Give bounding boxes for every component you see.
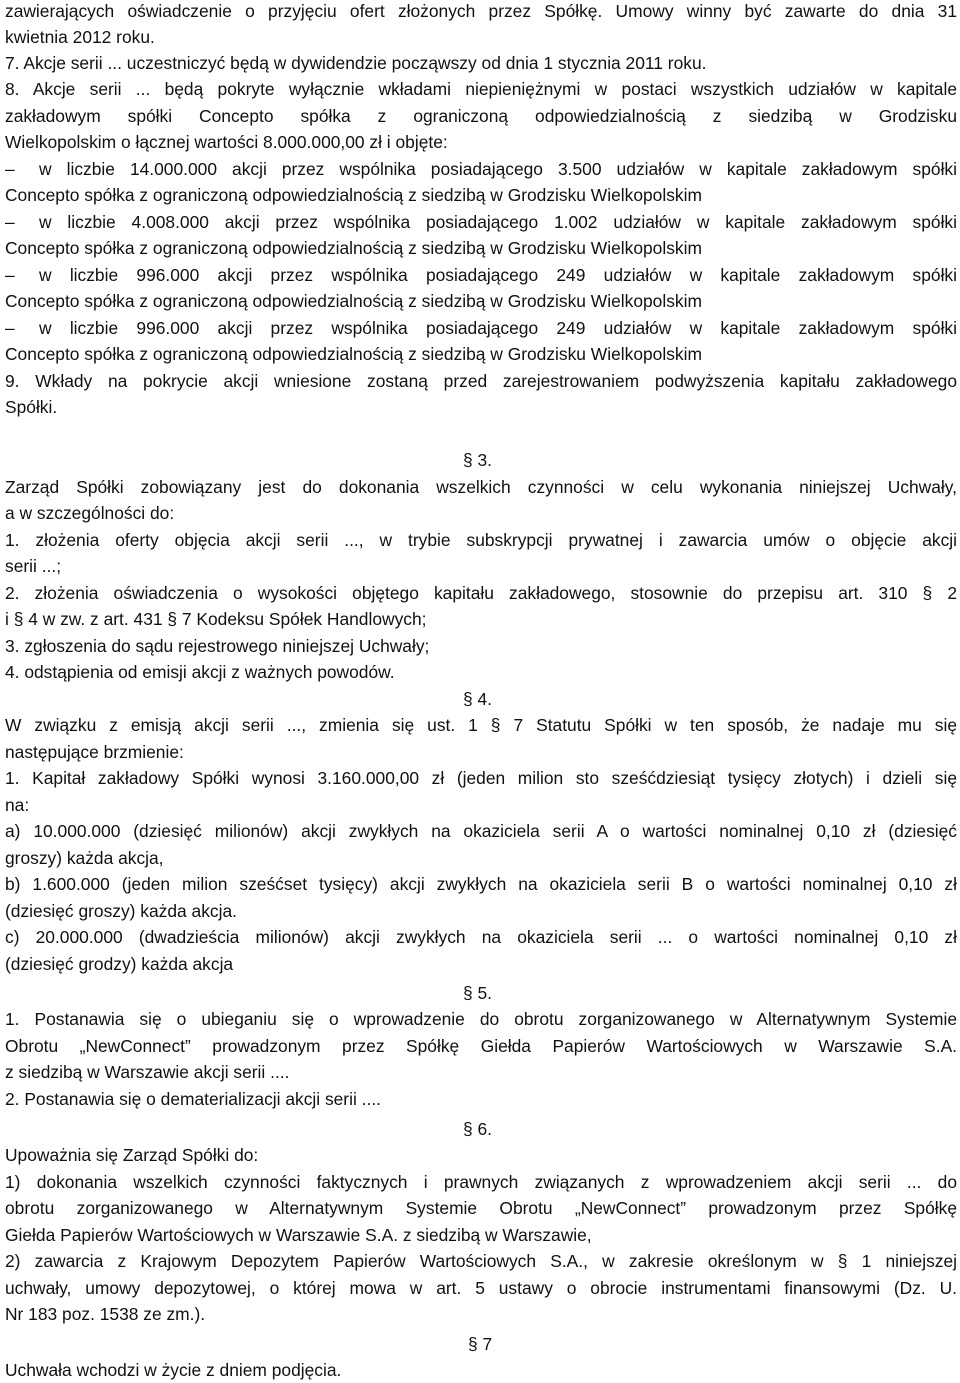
text-line: Spółki. bbox=[5, 397, 58, 417]
text-line: Concepto spółka z ograniczoną odpowiedzialnością z siedzibą w Grodzisku Wielkopolskim bbox=[5, 344, 702, 364]
dash-bullet: – bbox=[5, 159, 15, 179]
text-line: i § 4 w zw. z art. 431 § 7 Kodeksu Spółek Handlowych; bbox=[5, 609, 427, 629]
text-line: Concepto spółka z ograniczoną odpowiedzialnością z siedzibą w Grodzisku Wielkopolskim bbox=[5, 238, 702, 258]
text-line: z siedzibą w Warszawie akcji serii .... bbox=[5, 1062, 290, 1082]
list-item bbox=[5, 315, 957, 341]
text-line: Upoważnia się Zarząd Spółki do: bbox=[5, 1145, 259, 1165]
list-item-text: w liczbie 996.000 akcji przez wspólnika posiadającego 249 udziałów w kapitale zakładowym spółki bbox=[39, 318, 957, 338]
text-line: 9. Wkłady na pokrycie akcji wniesione zostaną przed zarejestrowaniem podwyższenia kapitału zakładowego bbox=[5, 371, 957, 391]
text-line: 4. odstąpienia od emisji akcji z ważnych powodów. bbox=[5, 662, 395, 682]
text-line: zakładowym spółki Concepto spółka z ograniczoną odpowiedzialnością z siedzibą w Grodzisku bbox=[5, 106, 957, 126]
text-line: Wielkopolskim o łącznej wartości 8.000.000,00 zł i objęte: bbox=[5, 132, 448, 152]
text-line: c) 20.000.000 (dwadzieścia milionów) akcji zwykłych na okaziciela serii ... o wartości nominalnej 0,10 zł bbox=[5, 927, 957, 947]
list-item-text: w liczbie 4.008.000 akcji przez wspólnika posiadającego 1.002 udziałów w kapitale zakładowym spółki bbox=[39, 212, 957, 232]
list-item-text: w liczbie 996.000 akcji przez wspólnika posiadającego 249 udziałów w kapitale zakładowym spółki bbox=[39, 265, 957, 285]
text-line: kwietnia 2012 roku. bbox=[5, 27, 155, 47]
text-line: Zarząd Spółki zobowiązany jest do dokonania wszelkich czynności w celu wykonania niniejszej Uchwały, bbox=[5, 477, 957, 497]
text-line: 1. Postanawia się o ubieganiu się o wprowadzenie do obrotu zorganizowanego w Alternatywnym Systemie bbox=[5, 1009, 957, 1029]
text-line: Concepto spółka z ograniczoną odpowiedzialnością z siedzibą w Grodzisku Wielkopolskim bbox=[5, 291, 702, 311]
text-line: następujące brzmienie: bbox=[5, 742, 184, 762]
dash-bullet: – bbox=[5, 212, 15, 232]
text-line: 2) zawarcia z Krajowym Depozytem Papierów Wartościowych S.A., w zakresie określonym w § 1 niniejszej bbox=[5, 1251, 957, 1271]
text-line: 1. Kapitał zakładowy Spółki wynosi 3.160.000,00 zł (jeden milion sto sześćdziesiąt tysięcy złotych) i dzieli się bbox=[5, 768, 957, 788]
text-line: Concepto spółka z ograniczoną odpowiedzialnością z siedzibą w Grodzisku Wielkopolskim bbox=[5, 185, 702, 205]
section-heading: § 5. bbox=[463, 983, 493, 1003]
dash-bullet: – bbox=[5, 265, 15, 285]
dash-bullet: – bbox=[5, 318, 15, 338]
list-item bbox=[5, 209, 957, 235]
text-line: 1) dokonania wszelkich czynności faktycznych i prawnych związanych z wprowadzeniem akcji serii ... do bbox=[5, 1172, 957, 1192]
text-line: na: bbox=[5, 795, 30, 815]
text-line: uchwały, umowy depozytowej, o której mowa w art. 5 ustawy o obrocie instrumentami finansowymi (Dz. U. bbox=[5, 1278, 957, 1298]
text-line: groszy) każda akcja, bbox=[5, 848, 164, 868]
text-line: b) 1.600.000 (jeden milion sześćset tysięcy) akcji zwykłych na okaziciela serii B o wartości nominalnej 0,10 zł bbox=[5, 874, 957, 894]
text-line: zawierających oświadczenie o przyjęciu ofert złożonych przez Spółkę. Umowy winny być zawarte do dnia 31 bbox=[5, 1, 957, 21]
text-line: Obrotu „NewConnect” prowadzonym przez Spółkę Giełda Papierów Wartościowych w Warszawie S.A. bbox=[5, 1036, 957, 1056]
text-line: Giełda Papierów Wartościowych w Warszawie S.A. z siedzibą w Warszawie, bbox=[5, 1225, 592, 1245]
section-heading: § 7 bbox=[468, 1334, 493, 1354]
text-line: 8. Akcje serii ... będą pokryte wyłącznie wkładami niepieniężnymi w postaci wszystkich udziałów w kapitale bbox=[5, 79, 957, 99]
text-line: 3. zgłoszenia do sądu rejestrowego niniejszej Uchwały; bbox=[5, 636, 430, 656]
text-line: (dziesięć groszy) każda akcja. bbox=[5, 901, 237, 921]
text-line: (dziesięć grodzy) każda akcja bbox=[5, 954, 234, 974]
text-line: 2. Postanawia się o dematerializacji akcji serii .... bbox=[5, 1089, 381, 1109]
list-item bbox=[5, 262, 957, 288]
text-line: Uchwała wchodzi w życie z dniem podjęcia. bbox=[5, 1360, 342, 1380]
text-line: a) 10.000.000 (dziesięć milionów) akcji zwykłych na okaziciela serii A o wartości nominalnej 0,10 zł (dziesięć bbox=[5, 821, 957, 841]
list-item bbox=[5, 156, 957, 182]
text-line: 1. złożenia oferty objęcia akcji serii ..., w trybie subskrypcji prywatnej i zawarcia umów o objęcie akcji bbox=[5, 530, 957, 550]
text-line: 2. złożenia oświadczenia o wysokości objętego kapitału zakładowego, stosownie do przepisu art. 310 § 2 bbox=[5, 583, 957, 603]
text-line: W związku z emisją akcji serii ..., zmienia się ust. 1 § 7 Statutu Spółki w ten sposób, że nadaje mu się bbox=[5, 715, 957, 735]
text-line: Nr 183 poz. 1538 ze zm.). bbox=[5, 1304, 206, 1324]
text-line: serii ...; bbox=[5, 556, 62, 576]
section-heading: § 3. bbox=[463, 450, 493, 470]
list-item-text: w liczbie 14.000.000 akcji przez wspólnika posiadającego 3.500 udziałów w kapitale zakładowym spółki bbox=[39, 159, 957, 179]
text-line: 7. Akcje serii ... uczestniczyć będą w dywidendzie począwszy od dnia 1 stycznia 2011 roku. bbox=[5, 53, 707, 73]
section-heading: § 4. bbox=[463, 689, 493, 709]
text-line: a w szczególności do: bbox=[5, 503, 175, 523]
text-line: obrotu zorganizowanego w Alternatywnym Systemie Obrotu „NewConnect” prowadzonym przez Spółkę bbox=[5, 1198, 957, 1218]
section-heading: § 6. bbox=[463, 1119, 493, 1139]
